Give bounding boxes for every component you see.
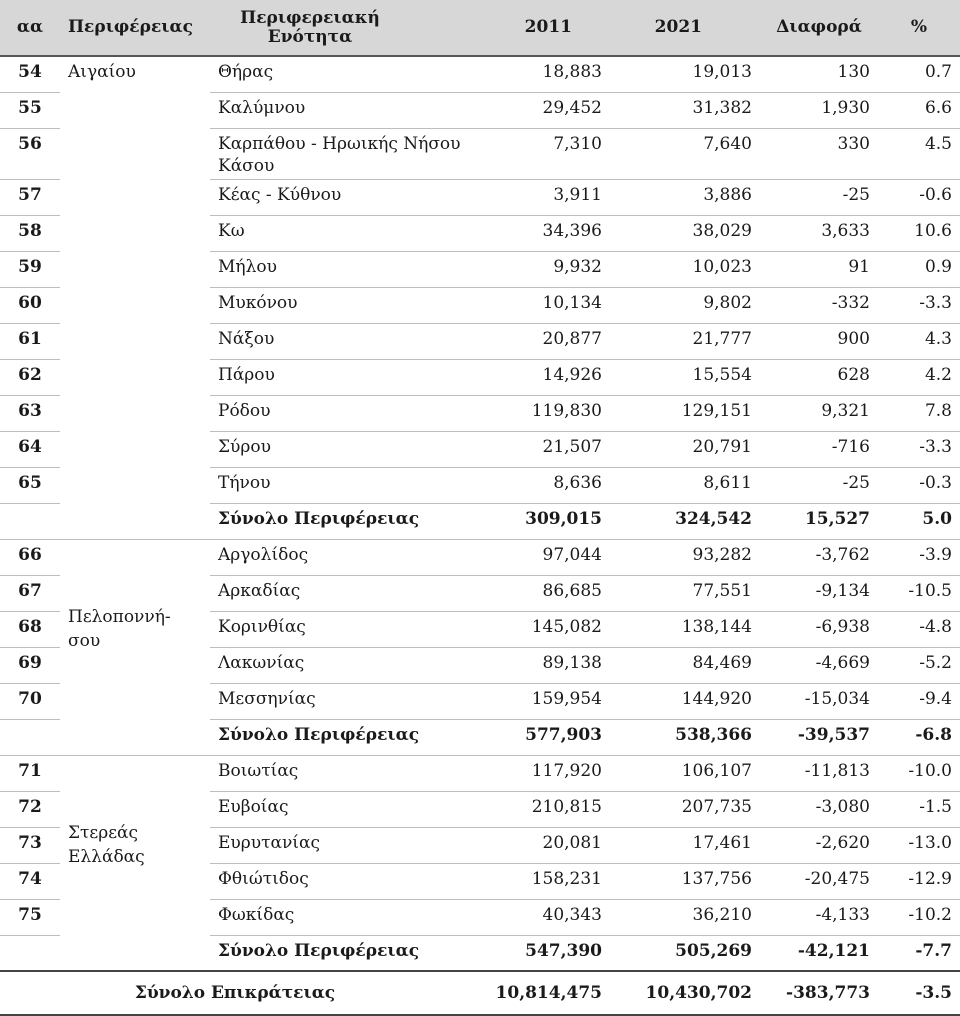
value-2011: 210,815 <box>470 791 610 827</box>
unit-name: Μήλου <box>210 251 470 287</box>
value-diff: -25 <box>760 467 878 503</box>
value-2021: 21,777 <box>610 323 760 359</box>
value-diff: 900 <box>760 323 878 359</box>
region-name: Στερεάς Ελλάδας <box>68 823 145 868</box>
region-total-2021: 324,542 <box>610 503 760 539</box>
header-unit: Περιφερειακή Ενότητα <box>210 0 470 56</box>
value-diff: 1,930 <box>760 92 878 128</box>
unit-name: Μυκόνου <box>210 287 470 323</box>
value-pct: -0.6 <box>878 179 960 215</box>
grand-total-2021: 10,430,702 <box>610 971 760 1015</box>
value-pct: 7.8 <box>878 395 960 431</box>
value-pct: -10.2 <box>878 899 960 935</box>
value-pct: -9.4 <box>878 683 960 719</box>
value-2021: 77,551 <box>610 575 760 611</box>
unit-name: Μεσσηνίας <box>210 683 470 719</box>
value-2011: 20,877 <box>470 323 610 359</box>
unit-name: Ρόδου <box>210 395 470 431</box>
grand-total-pct: -3.5 <box>878 971 960 1015</box>
value-pct: -3.3 <box>878 431 960 467</box>
row-number: 70 <box>0 683 60 719</box>
header-aa: αα <box>0 0 60 56</box>
value-diff: -4,133 <box>760 899 878 935</box>
row-number: 56 <box>0 128 60 179</box>
row-number: 67 <box>0 575 60 611</box>
row-number: 66 <box>0 539 60 575</box>
region-total-diff: -42,121 <box>760 935 878 971</box>
value-2021: 15,554 <box>610 359 760 395</box>
value-pct: 0.9 <box>878 251 960 287</box>
blank-cell <box>0 503 210 539</box>
value-2021: 31,382 <box>610 92 760 128</box>
value-diff: -20,475 <box>760 863 878 899</box>
row-number: 55 <box>0 92 60 128</box>
value-2011: 7,310 <box>470 128 610 179</box>
row-number: 60 <box>0 287 60 323</box>
value-2021: 138,144 <box>610 611 760 647</box>
region-total-pct: 5.0 <box>878 503 960 539</box>
value-diff: -15,034 <box>760 683 878 719</box>
value-2021: 17,461 <box>610 827 760 863</box>
table-row <box>0 539 960 575</box>
region-total-pct: -6.8 <box>878 719 960 755</box>
value-2011: 89,138 <box>470 647 610 683</box>
value-2021: 106,107 <box>610 755 760 791</box>
value-2021: 38,029 <box>610 215 760 251</box>
region-name: Αιγαίου <box>68 62 136 82</box>
value-2011: 18,883 <box>470 56 610 92</box>
value-2011: 10,134 <box>470 287 610 323</box>
row-number: 74 <box>0 863 60 899</box>
value-pct: -3.3 <box>878 287 960 323</box>
value-pct: 6.6 <box>878 92 960 128</box>
row-number: 61 <box>0 323 60 359</box>
value-diff: -25 <box>760 179 878 215</box>
region-total-label: Σύνολο Περιφέρειας <box>210 719 470 755</box>
region-total-2011: 547,390 <box>470 935 610 971</box>
row-number: 69 <box>0 647 60 683</box>
unit-name: Κέας - Κύθνου <box>210 179 470 215</box>
value-2021: 144,920 <box>610 683 760 719</box>
value-2011: 145,082 <box>470 611 610 647</box>
value-diff: -2,620 <box>760 827 878 863</box>
unit-name: Νάξου <box>210 323 470 359</box>
value-2011: 97,044 <box>470 539 610 575</box>
unit-name: Καλύμνου <box>210 92 470 128</box>
value-pct: -5.2 <box>878 647 960 683</box>
blank-cell <box>0 935 210 971</box>
unit-name: Φθιώτιδος <box>210 863 470 899</box>
row-number: 72 <box>0 791 60 827</box>
value-pct: -0.3 <box>878 467 960 503</box>
value-2021: 3,886 <box>610 179 760 215</box>
unit-name: Καρπάθου - Ηρωικής Νήσου Κάσου <box>210 128 470 179</box>
value-2011: 40,343 <box>470 899 610 935</box>
value-pct: -13.0 <box>878 827 960 863</box>
value-diff: 130 <box>760 56 878 92</box>
value-pct: -3.9 <box>878 539 960 575</box>
unit-name: Κορινθίας <box>210 611 470 647</box>
value-pct: 4.5 <box>878 128 960 179</box>
value-2011: 21,507 <box>470 431 610 467</box>
row-number: 65 <box>0 467 60 503</box>
grand-total-label: Σύνολο Επικράτειας <box>0 971 470 1015</box>
value-2021: 10,023 <box>610 251 760 287</box>
value-diff: -4,669 <box>760 647 878 683</box>
region-total-label: Σύνολο Περιφέρειας <box>210 503 470 539</box>
value-2021: 137,756 <box>610 863 760 899</box>
row-number: 71 <box>0 755 60 791</box>
value-2021: 9,802 <box>610 287 760 323</box>
row-number: 64 <box>0 431 60 467</box>
value-2011: 119,830 <box>470 395 610 431</box>
value-2021: 19,013 <box>610 56 760 92</box>
value-diff: 628 <box>760 359 878 395</box>
value-2021: 93,282 <box>610 539 760 575</box>
value-diff: -11,813 <box>760 755 878 791</box>
value-pct: -4.8 <box>878 611 960 647</box>
row-number: 59 <box>0 251 60 287</box>
region-total-2011: 309,015 <box>470 503 610 539</box>
region-total-row <box>0 935 960 971</box>
region-total-2021: 538,366 <box>610 719 760 755</box>
unit-name: Αργολίδος <box>210 539 470 575</box>
value-diff: -3,762 <box>760 539 878 575</box>
region-total-pct: -7.7 <box>878 935 960 971</box>
region-total-row <box>0 719 960 755</box>
value-2021: 7,640 <box>610 128 760 179</box>
value-2011: 158,231 <box>470 863 610 899</box>
value-pct: -1.5 <box>878 791 960 827</box>
header-diff: Διαφορά <box>760 0 878 56</box>
row-number: 58 <box>0 215 60 251</box>
value-diff: -9,134 <box>760 575 878 611</box>
row-number: 68 <box>0 611 60 647</box>
value-pct: -10.0 <box>878 755 960 791</box>
value-2011: 3,911 <box>470 179 610 215</box>
unit-name: Πάρου <box>210 359 470 395</box>
region-total-row <box>0 503 960 539</box>
row-number: 63 <box>0 395 60 431</box>
value-diff: 91 <box>760 251 878 287</box>
value-2011: 86,685 <box>470 575 610 611</box>
value-pct: 10.6 <box>878 215 960 251</box>
value-pct: 0.7 <box>878 56 960 92</box>
value-2021: 8,611 <box>610 467 760 503</box>
region-total-label: Σύνολο Περιφέρειας <box>210 935 470 971</box>
value-2021: 207,735 <box>610 791 760 827</box>
row-number: 73 <box>0 827 60 863</box>
value-pct: -10.5 <box>878 575 960 611</box>
value-2021: 84,469 <box>610 647 760 683</box>
unit-name: Σύρου <box>210 431 470 467</box>
table-row <box>0 755 960 791</box>
value-2011: 14,926 <box>470 359 610 395</box>
value-pct: 4.3 <box>878 323 960 359</box>
value-pct: -12.9 <box>878 863 960 899</box>
value-2021: 36,210 <box>610 899 760 935</box>
header-row <box>0 0 960 56</box>
table-row <box>0 56 960 92</box>
value-2011: 159,954 <box>470 683 610 719</box>
grand-total-2011: 10,814,475 <box>470 971 610 1015</box>
value-diff: -332 <box>760 287 878 323</box>
header-2021: 2021 <box>610 0 760 56</box>
unit-name: Κω <box>210 215 470 251</box>
unit-name: Φωκίδας <box>210 899 470 935</box>
value-2011: 34,396 <box>470 215 610 251</box>
header-2011: 2011 <box>470 0 610 56</box>
grand-total-diff: -383,773 <box>760 971 878 1015</box>
header-pct: % <box>878 0 960 56</box>
region-name: Πελοποννή- σου <box>68 607 171 652</box>
value-pct: 4.2 <box>878 359 960 395</box>
grand-total-row <box>0 971 960 1015</box>
value-diff: -716 <box>760 431 878 467</box>
region-total-2021: 505,269 <box>610 935 760 971</box>
value-diff: 9,321 <box>760 395 878 431</box>
value-2011: 8,636 <box>470 467 610 503</box>
region-total-diff: 15,527 <box>760 503 878 539</box>
unit-name: Βοιωτίας <box>210 755 470 791</box>
value-2021: 20,791 <box>610 431 760 467</box>
unit-name: Τήνου <box>210 467 470 503</box>
region-total-diff: -39,537 <box>760 719 878 755</box>
row-number: 62 <box>0 359 60 395</box>
value-2021: 129,151 <box>610 395 760 431</box>
header-region: Περιφέρειας <box>60 0 210 56</box>
unit-name: Θήρας <box>210 56 470 92</box>
value-diff: 330 <box>760 128 878 179</box>
value-diff: -6,938 <box>760 611 878 647</box>
unit-name: Αρκαδίας <box>210 575 470 611</box>
row-number: 54 <box>0 56 60 92</box>
value-2011: 29,452 <box>470 92 610 128</box>
value-2011: 20,081 <box>470 827 610 863</box>
unit-name: Λακωνίας <box>210 647 470 683</box>
unit-name: Ευβοίας <box>210 791 470 827</box>
value-diff: 3,633 <box>760 215 878 251</box>
value-diff: -3,080 <box>760 791 878 827</box>
value-2011: 9,932 <box>470 251 610 287</box>
region-total-2011: 577,903 <box>470 719 610 755</box>
unit-name: Ευρυτανίας <box>210 827 470 863</box>
row-number: 75 <box>0 899 60 935</box>
row-number: 57 <box>0 179 60 215</box>
value-2011: 117,920 <box>470 755 610 791</box>
blank-cell <box>0 719 210 755</box>
